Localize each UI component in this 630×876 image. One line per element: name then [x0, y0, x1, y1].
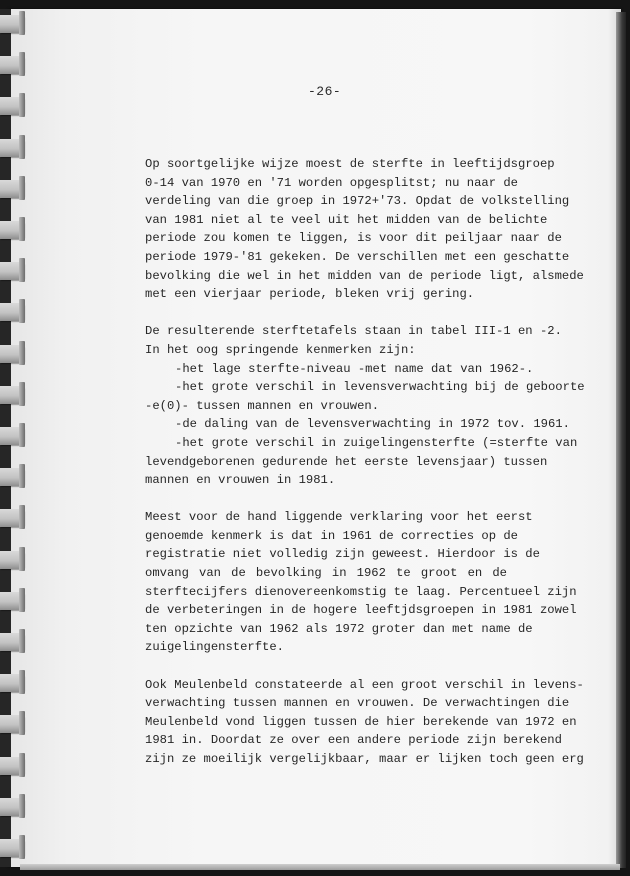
- text-line: zuigelingensterfte.: [145, 640, 284, 655]
- text-line: In het oog springende kenmerken zijn:: [145, 342, 416, 357]
- text-line: genoemde kenmerk is dat in 1961 de correcties op de: [145, 528, 518, 543]
- text-line: ten opzichte van 1962 als 1972 groter dan met name de: [145, 621, 533, 636]
- text-line: 1981 in. Doordat ze over een andere periode zijn berekend: [145, 733, 562, 748]
- binding-ring: [0, 798, 24, 816]
- text-line: -het grote verschil in zuigelingensterfte (=sterfte van: [175, 435, 578, 450]
- binding-ring: [0, 715, 24, 733]
- text-line: Meest voor de hand liggende verklaring voor het eerst: [145, 510, 533, 525]
- paragraph: [145, 508, 577, 657]
- text-line: sterftecijfers dienovereenkomstig te laag. Percentueel zijn: [145, 584, 577, 599]
- body-text: [145, 155, 585, 787]
- binding-ring: [0, 674, 24, 692]
- text-line: verdeling van die groep in 1972+'73. Opdat de volkstelling: [145, 194, 570, 209]
- text-line: omvang van de bevolking in 1962 te groot en de: [145, 566, 507, 581]
- page-number: -26-: [308, 84, 342, 99]
- spiral-binding: [0, 9, 30, 867]
- paragraph: [145, 322, 585, 489]
- binding-ring: [0, 757, 24, 775]
- binding-ring: [0, 592, 24, 610]
- text-line: Op soortgelijke wijze moest de sterfte in leeftijdsgroep: [145, 157, 555, 171]
- binding-ring: [0, 509, 24, 527]
- text-line: periode zou komen te liggen, is voor dit peiljaar naar de: [145, 231, 562, 246]
- text-line: van 1981 niet al te veel uit het midden van de belichte: [145, 212, 548, 227]
- text-line: levendgeborenen gedurende het eerste levensjaar) tussen: [145, 454, 548, 469]
- text-line: periode 1979-'81 gekeken. De verschillen met een geschatte: [145, 249, 570, 264]
- text-line: de verbeteringen in de hogere leeftjdsgroepen in 1981 zowel: [145, 603, 577, 618]
- text-line: Ook Meulenbeld constateerde al een groot verschil in levens-: [145, 677, 584, 692]
- binding-ring: [0, 221, 24, 239]
- binding-ring: [0, 839, 24, 857]
- text-line: -de daling van de levensverwachting in 1972 tov. 1961.: [175, 417, 570, 432]
- page-stack-edge-bottom: [20, 864, 620, 870]
- text-line: 0-14 van 1970 en '71 worden opgesplitst; nu naar de: [145, 175, 518, 190]
- page-stack-edge-right: [616, 12, 626, 868]
- binding-ring: [0, 345, 24, 363]
- text-line: met een vierjaar periode, bleken vrij gering.: [145, 287, 475, 302]
- text-line: Meulenbeld vond liggen tussen de hier berekende van 1972 en: [145, 714, 577, 729]
- text-line: -het grote verschil in levensverwachting bij de geboorte: [175, 380, 585, 395]
- binding-ring: [0, 633, 24, 651]
- binding-ring: [0, 551, 24, 569]
- binding-ring: [0, 427, 24, 445]
- binding-ring: [0, 468, 24, 486]
- text-line: mannen en vrouwen in 1981.: [145, 473, 336, 488]
- text-line: zijn ze moeilijk vergelijkbaar, maar er lijken toch geen erg: [145, 752, 584, 766]
- text-line: -het lage sterfte-niveau -met name dat van 1962-.: [175, 361, 534, 376]
- text-line: verwachting tussen mannen en vrouwen. De verwachtingen die: [145, 696, 570, 711]
- binding-ring: [0, 262, 24, 280]
- binding-ring: [0, 56, 24, 74]
- binding-ring: [0, 180, 24, 198]
- text-line: -e(0)- tussen mannen en vrouwen.: [145, 398, 380, 413]
- text-line: registratie niet volledig zijn geweest. Hierdoor is de: [145, 547, 540, 562]
- binding-ring: [0, 139, 24, 157]
- paragraph: [145, 676, 584, 769]
- binding-ring: [0, 97, 24, 115]
- document-page: [8, 9, 621, 867]
- text-line: bevolking die wel in het midden van de periode ligt, alsmede: [145, 268, 584, 283]
- paragraph: [145, 155, 584, 304]
- text-line: De resulterende sterftetafels staan in tabel III-1 en -2.: [145, 324, 562, 339]
- binding-ring: [0, 15, 24, 33]
- binding-ring: [0, 386, 24, 404]
- binding-ring: [0, 303, 24, 321]
